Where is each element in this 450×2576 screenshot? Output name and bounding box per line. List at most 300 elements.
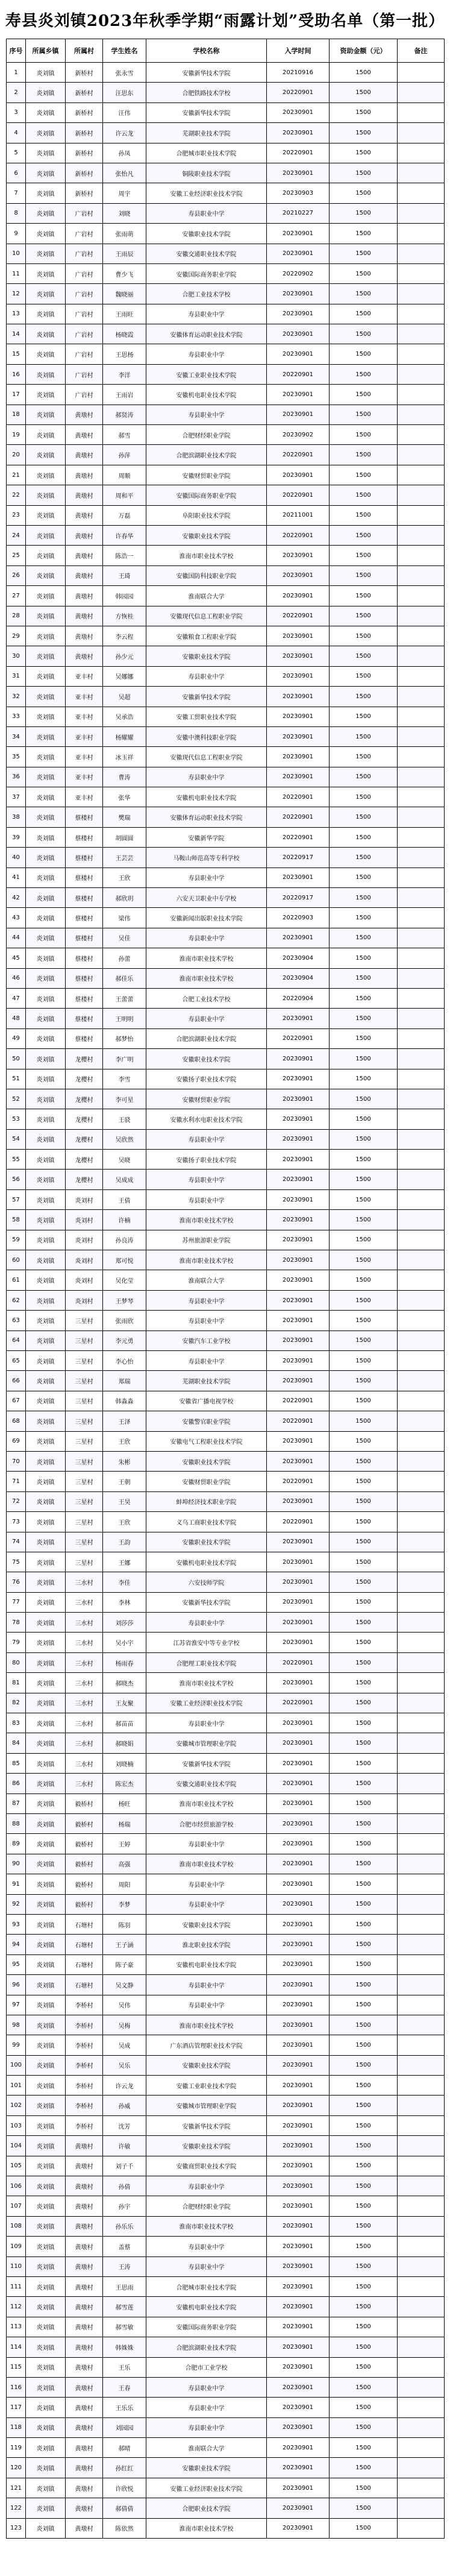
student-name-cell: 张永雪 (103, 63, 146, 83)
school-name-cell: 寿县职业中学 (146, 2417, 267, 2437)
school-name-cell: 安徽职业技术学院 (146, 1451, 267, 1471)
student-name-cell: 吴娜娜 (103, 666, 146, 686)
table-row (7, 666, 445, 686)
enrollment-date-cell: 20230901 (267, 2417, 330, 2437)
school-name-cell: 寿县职业中学 (146, 1834, 267, 1854)
subsidy-amount-cell: 1500 (330, 908, 398, 928)
school-name-cell: 寿县职业中学 (146, 1351, 267, 1371)
village-cell: 三水村 (66, 1613, 103, 1633)
subsidy-amount-cell: 1500 (330, 183, 398, 203)
subsidy-amount-cell: 1500 (330, 505, 398, 525)
remarks-cell (398, 324, 445, 344)
enrollment-date-cell: 20230901 (267, 1331, 330, 1350)
school-name-cell: 寿县职业中学 (146, 2237, 267, 2256)
township-cell: 炎刘镇 (26, 123, 66, 143)
remarks-cell (398, 1733, 445, 1753)
school-name-cell: 寿县职业中学 (146, 1613, 267, 1633)
township-cell: 炎刘镇 (26, 1109, 66, 1129)
township-cell: 炎刘镇 (26, 1129, 66, 1149)
student-name-cell: 王春 (103, 2377, 146, 2397)
school-name-cell: 合肥滨湖职业技术学院 (146, 445, 267, 465)
subsidy-amount-cell: 1500 (330, 1512, 398, 1532)
village-cell: 蔡楼村 (66, 888, 103, 908)
student-name-cell: 孙宇 (103, 2196, 146, 2216)
village-cell: 黄墩村 (66, 2518, 103, 2538)
school-name-cell: 安徽国际商务职业学院 (146, 485, 267, 505)
enrollment-date-cell: 20220901 (267, 1512, 330, 1532)
village-cell: 黄墩村 (66, 2237, 103, 2256)
enrollment-date-cell: 20230901 (267, 1733, 330, 1753)
township-cell: 炎刘镇 (26, 2136, 66, 2156)
township-cell: 炎刘镇 (26, 1150, 66, 1170)
township-cell: 炎刘镇 (26, 2377, 66, 2397)
village-cell: 黄墩村 (66, 565, 103, 585)
school-name-cell: 安徽机电职业技术学院 (146, 1552, 267, 1572)
remarks-cell (398, 2458, 445, 2478)
remarks-cell (398, 2256, 445, 2276)
row-index-cell: 45 (7, 948, 26, 968)
student-name-cell: 王婷 (103, 1834, 146, 1854)
student-name-cell: 梁伟 (103, 908, 146, 928)
remarks-cell (398, 2055, 445, 2075)
row-index-cell: 11 (7, 263, 26, 283)
enrollment-date-cell: 20230901 (267, 1954, 330, 1974)
village-cell: 黄墩村 (66, 2317, 103, 2337)
row-index-cell: 91 (7, 1874, 26, 1894)
table-row (7, 102, 445, 122)
student-name-cell: 郝雪 (103, 425, 146, 445)
subsidy-amount-cell: 1500 (330, 163, 398, 183)
student-name-cell: 郝晴 (103, 2438, 146, 2458)
subsidy-amount-cell: 1500 (330, 224, 398, 244)
township-cell: 炎刘镇 (26, 546, 66, 565)
village-cell: 蔡楼村 (66, 827, 103, 847)
village-cell: 蔡楼村 (66, 968, 103, 988)
student-name-cell: 王乐 (103, 2357, 146, 2377)
student-name-cell: 郝雪莲 (103, 2297, 146, 2317)
table-row (7, 203, 445, 223)
subsidy-amount-cell: 1500 (330, 1371, 398, 1391)
row-index-cell: 49 (7, 1028, 26, 1048)
enrollment-date-cell: 20230901 (267, 1532, 330, 1552)
village-cell: 毅桥村 (66, 1894, 103, 1914)
enrollment-date-cell: 20220901 (267, 445, 330, 465)
school-name-cell: 芜湖职业技术学院 (146, 1371, 267, 1391)
village-cell: 黄墩村 (66, 2377, 103, 2397)
township-cell: 炎刘镇 (26, 827, 66, 847)
row-index-cell: 117 (7, 2398, 26, 2417)
school-name-cell: 安徽商贸职业技术学院 (146, 2156, 267, 2176)
row-index-cell: 119 (7, 2438, 26, 2458)
table-row (7, 1491, 445, 1511)
row-index-cell: 111 (7, 2276, 26, 2296)
table-row (7, 2176, 445, 2196)
school-name-cell: 淮南市职业技术学校 (146, 1250, 267, 1270)
village-cell: 黄墩村 (66, 2256, 103, 2276)
remarks-cell (398, 1028, 445, 1048)
student-name-cell: 吴欣然 (103, 1129, 146, 1149)
table-row (7, 1652, 445, 1672)
table-row (7, 1351, 445, 1371)
subsidy-amount-cell: 1500 (330, 83, 398, 102)
village-cell: 三星村 (66, 1311, 103, 1331)
village-cell: 蔡楼村 (66, 807, 103, 827)
enrollment-date-cell: 20230901 (267, 565, 330, 585)
remarks-cell (398, 1049, 445, 1069)
table-row (7, 1109, 445, 1129)
table-row (7, 787, 445, 807)
table-row (7, 2297, 445, 2317)
row-index-cell: 79 (7, 1633, 26, 1652)
village-cell: 黄墩村 (66, 2478, 103, 2498)
village-cell: 黄墩村 (66, 445, 103, 465)
student-name-cell: 孙少元 (103, 646, 146, 666)
enrollment-date-cell: 20230901 (267, 2498, 330, 2518)
student-name-cell: 孙萍 (103, 445, 146, 465)
student-name-cell: 汪思东 (103, 83, 146, 102)
enrollment-date-cell: 20230901 (267, 2176, 330, 2196)
subsidy-amount-cell: 1500 (330, 1613, 398, 1633)
village-cell: 广岩村 (66, 284, 103, 304)
enrollment-date-cell: 20230901 (267, 687, 330, 707)
village-cell: 炎刘村 (66, 1250, 103, 1270)
student-name-cell: 张怡凡 (103, 163, 146, 183)
school-name-cell: 寿县职业中学 (146, 1975, 267, 1995)
row-index-cell: 39 (7, 827, 26, 847)
row-index-cell: 30 (7, 646, 26, 666)
row-index-cell: 21 (7, 465, 26, 485)
subsidy-amount-cell: 1500 (330, 928, 398, 948)
township-cell: 炎刘镇 (26, 1391, 66, 1411)
table-row (7, 1270, 445, 1290)
remarks-cell (398, 102, 445, 122)
table-row (7, 2337, 445, 2357)
village-cell: 黄墩村 (66, 525, 103, 545)
subsidy-amount-cell: 1500 (330, 1290, 398, 1310)
village-cell: 李桥村 (66, 2076, 103, 2096)
table-row (7, 1431, 445, 1451)
village-cell: 亚丰村 (66, 666, 103, 686)
row-index-cell: 4 (7, 123, 26, 143)
remarks-cell (398, 888, 445, 908)
township-cell: 炎刘镇 (26, 586, 66, 606)
table-row (7, 2518, 445, 2538)
subsidy-amount-cell: 1500 (330, 2276, 398, 2296)
school-name-cell: 安徽职业技术学院 (146, 224, 267, 244)
township-cell: 炎刘镇 (26, 364, 66, 384)
enrollment-date-cell: 20230902 (267, 425, 330, 445)
row-index-cell: 103 (7, 2115, 26, 2135)
township-cell: 炎刘镇 (26, 1270, 66, 1290)
township-cell: 炎刘镇 (26, 1069, 66, 1089)
village-cell: 三水村 (66, 1633, 103, 1652)
table-row (7, 707, 445, 726)
student-name-cell: 王思雨 (103, 2276, 146, 2296)
township-cell: 炎刘镇 (26, 1049, 66, 1069)
township-cell: 炎刘镇 (26, 2115, 66, 2135)
school-name-cell: 合肥市工业学校 (146, 2357, 267, 2377)
village-cell: 三水村 (66, 1733, 103, 1753)
township-cell: 炎刘镇 (26, 2276, 66, 2296)
student-name-cell: 李梦 (103, 1894, 146, 1914)
school-name-cell: 安徽国防科技职业学院 (146, 565, 267, 585)
township-cell: 炎刘镇 (26, 2015, 66, 2035)
student-name-cell: 许敏 (103, 2136, 146, 2156)
row-index-cell: 56 (7, 1170, 26, 1189)
remarks-cell (398, 2317, 445, 2337)
village-cell: 黄墩村 (66, 2498, 103, 2518)
table-row (7, 606, 445, 626)
row-index-cell: 46 (7, 968, 26, 988)
table-row (7, 304, 445, 324)
row-index-cell: 33 (7, 707, 26, 726)
student-name-cell: 李云程 (103, 626, 146, 646)
remarks-cell (398, 1914, 445, 1934)
table-row (7, 425, 445, 445)
table-row (7, 224, 445, 244)
table-row (7, 1673, 445, 1693)
village-cell: 蔡楼村 (66, 848, 103, 868)
student-name-cell: 韩淼淼 (103, 1391, 146, 1411)
village-cell: 三星村 (66, 1532, 103, 1552)
remarks-cell (398, 1673, 445, 1693)
row-index-cell: 101 (7, 2076, 26, 2096)
school-name-cell: 淮南市职业技术学校 (146, 968, 267, 988)
student-name-cell: 王涛 (103, 2256, 146, 2276)
village-cell: 黄墩村 (66, 2136, 103, 2156)
school-name-cell: 安徽警官职业学院 (146, 1411, 267, 1431)
enrollment-date-cell: 20230901 (267, 2398, 330, 2417)
subsidy-amount-cell: 1500 (330, 767, 398, 787)
student-name-cell: 陈羽 (103, 1914, 146, 1934)
enrollment-date-cell: 20230901 (267, 1150, 330, 1170)
township-cell: 炎刘镇 (26, 284, 66, 304)
village-cell: 黄墩村 (66, 2297, 103, 2317)
subsidy-amount-cell: 1500 (330, 425, 398, 445)
township-cell: 炎刘镇 (26, 445, 66, 465)
student-name-cell: 樊瑞 (103, 807, 146, 827)
enrollment-date-cell: 20230901 (267, 1914, 330, 1934)
school-name-cell: 淮南市职业技术学校 (146, 1210, 267, 1230)
township-cell: 炎刘镇 (26, 183, 66, 203)
remarks-cell (398, 2076, 445, 2096)
village-cell: 龙樱村 (66, 1089, 103, 1109)
remarks-cell (398, 1331, 445, 1350)
remarks-cell (398, 687, 445, 707)
enrollment-date-cell: 20230901 (267, 868, 330, 887)
enrollment-date-cell: 20230901 (267, 102, 330, 122)
subsidy-amount-cell: 1500 (330, 948, 398, 968)
student-name-cell: 吴晓 (103, 1150, 146, 1170)
enrollment-date-cell: 20230901 (267, 747, 330, 767)
remarks-cell (398, 1371, 445, 1391)
student-name-cell: 陈宏杰 (103, 1774, 146, 1793)
remarks-cell (398, 1150, 445, 1170)
row-index-cell: 94 (7, 1935, 26, 1954)
township-cell: 炎刘镇 (26, 1331, 66, 1350)
student-name-cell: 李雪 (103, 1069, 146, 1089)
subsidy-amount-cell: 1500 (330, 586, 398, 606)
school-name-cell: 淮北职业技术学院 (146, 1935, 267, 1954)
subsidy-amount-cell: 1500 (330, 244, 398, 263)
village-cell: 黄墩村 (66, 2196, 103, 2216)
row-index-cell: 41 (7, 868, 26, 887)
table-row (7, 2377, 445, 2397)
school-name-cell: 寿县职业中学 (146, 1874, 267, 1894)
township-cell: 炎刘镇 (26, 1451, 66, 1471)
remarks-cell (398, 1189, 445, 1209)
village-cell: 亚丰村 (66, 687, 103, 707)
village-cell: 黄墩村 (66, 425, 103, 445)
student-name-cell: 王韵 (103, 1532, 146, 1552)
school-name-cell: 安徽国际商务职业学院 (146, 263, 267, 283)
subsidy-amount-cell: 1500 (330, 1009, 398, 1028)
township-cell: 炎刘镇 (26, 848, 66, 868)
remarks-cell (398, 586, 445, 606)
table-row (7, 1774, 445, 1793)
row-index-cell: 81 (7, 1673, 26, 1693)
student-name-cell: 孙蕾 (103, 948, 146, 968)
student-name-cell: 郝欣玥 (103, 888, 146, 908)
remarks-cell (398, 1935, 445, 1954)
village-cell: 蔡楼村 (66, 988, 103, 1008)
table-row (7, 2237, 445, 2256)
enrollment-date-cell: 20230901 (267, 1210, 330, 1230)
enrollment-date-cell: 20230901 (267, 2438, 330, 2458)
enrollment-date-cell: 20230903 (267, 183, 330, 203)
student-name-cell: 李元勇 (103, 1331, 146, 1350)
remarks-cell (398, 848, 445, 868)
table-row (7, 1129, 445, 1149)
village-cell: 三星村 (66, 1371, 103, 1391)
remarks-cell (398, 405, 445, 424)
table-row (7, 385, 445, 405)
township-cell: 炎刘镇 (26, 2478, 66, 2498)
village-cell: 广岩村 (66, 364, 103, 384)
school-name-cell: 寿县职业中学 (146, 868, 267, 887)
table-row (7, 687, 445, 707)
remarks-cell (398, 726, 445, 746)
subsidy-amount-cell: 1500 (330, 1774, 398, 1793)
student-name-cell: 孙威 (103, 2096, 146, 2115)
enrollment-date-cell: 20230901 (267, 1633, 330, 1652)
table-row (7, 807, 445, 827)
village-cell: 石塘村 (66, 1975, 103, 1995)
township-cell: 炎刘镇 (26, 2256, 66, 2276)
subsidy-amount-cell: 1500 (330, 546, 398, 565)
subsidy-amount-cell: 1500 (330, 1894, 398, 1914)
school-name-cell: 安徽汽车工业学校 (146, 1331, 267, 1350)
subsidy-amount-cell: 1500 (330, 1170, 398, 1189)
remarks-cell (398, 344, 445, 364)
subsidy-amount-cell: 1500 (330, 2398, 398, 2417)
remarks-cell (398, 63, 445, 83)
student-name-cell: 郝晓杰 (103, 1673, 146, 1693)
school-name-cell: 安徽现代信息工程职业学院 (146, 606, 267, 626)
village-cell: 蔡楼村 (66, 908, 103, 928)
subsidy-amount-cell: 1500 (330, 1834, 398, 1854)
table-row (7, 1693, 445, 1713)
township-cell: 炎刘镇 (26, 968, 66, 988)
enrollment-date-cell: 20230901 (267, 465, 330, 485)
school-name-cell: 安徽职业技术学院 (146, 1049, 267, 1069)
enrollment-date-cell: 20230901 (267, 1491, 330, 1511)
village-cell: 黄墩村 (66, 485, 103, 505)
enrollment-date-cell: 20230901 (267, 123, 330, 143)
school-name-cell: 淮南市职业技术学校 (146, 1793, 267, 1813)
row-index-cell: 121 (7, 2478, 26, 2498)
student-name-cell: 吴超 (103, 687, 146, 707)
enrollment-date-cell: 20230901 (267, 1613, 330, 1633)
table-row (7, 2035, 445, 2055)
student-name-cell: 王芸芸 (103, 848, 146, 868)
enrollment-date-cell: 20230901 (267, 1813, 330, 1833)
row-index-cell: 116 (7, 2377, 26, 2397)
remarks-cell (398, 707, 445, 726)
remarks-cell (398, 2398, 445, 2417)
remarks-cell (398, 2196, 445, 2216)
subsidy-amount-cell: 1500 (330, 1351, 398, 1371)
village-cell: 蔡楼村 (66, 1009, 103, 1028)
subsidy-amount-cell: 1500 (330, 1673, 398, 1693)
school-name-cell: 安徽工业职业技术学院 (146, 364, 267, 384)
school-name-cell: 阜阳职业技术学院 (146, 505, 267, 525)
enrollment-date-cell: 20220901 (267, 1391, 330, 1411)
student-name-cell: 韩园园 (103, 586, 146, 606)
enrollment-date-cell: 20230901 (267, 224, 330, 244)
row-index-cell: 24 (7, 525, 26, 545)
row-index-cell: 27 (7, 586, 26, 606)
row-index-cell: 52 (7, 1089, 26, 1109)
township-cell: 炎刘镇 (26, 203, 66, 223)
row-index-cell: 8 (7, 203, 26, 223)
village-cell: 李桥村 (66, 2035, 103, 2055)
row-index-cell: 112 (7, 2297, 26, 2317)
school-name-cell: 安徽交通职业技术学院 (146, 244, 267, 263)
village-cell: 三星村 (66, 1512, 103, 1532)
school-name-cell: 六安天卫职业中专学校 (146, 888, 267, 908)
remarks-cell (398, 485, 445, 505)
subsidy-amount-cell: 1500 (330, 2055, 398, 2075)
student-name-cell: 王琦 (103, 565, 146, 585)
village-cell: 黄墩村 (66, 405, 103, 424)
school-name-cell: 安徽工贸职业技术学院 (146, 707, 267, 726)
school-name-cell: 安徽职业技术学院 (146, 1914, 267, 1934)
village-cell: 炎刘村 (66, 1290, 103, 1310)
enrollment-date-cell: 20230901 (267, 1431, 330, 1451)
village-cell: 三星村 (66, 1411, 103, 1431)
row-index-cell: 86 (7, 1774, 26, 1793)
village-cell: 李桥村 (66, 1995, 103, 2015)
table-row (7, 1451, 445, 1471)
township-cell: 炎刘镇 (26, 1652, 66, 1672)
school-name-cell: 合肥理工职业技术学院 (146, 1652, 267, 1672)
village-cell: 三水村 (66, 1774, 103, 1793)
village-cell: 三星村 (66, 1431, 103, 1451)
township-cell: 炎刘镇 (26, 405, 66, 424)
student-name-cell: 吴文静 (103, 1975, 146, 1995)
table-row (7, 1331, 445, 1350)
table-row (7, 546, 445, 565)
table-row (7, 405, 445, 424)
school-name-cell: 寿县职业中学 (146, 203, 267, 223)
school-name-cell: 蚌埠经济技术职业学院 (146, 1491, 267, 1511)
remarks-cell (398, 263, 445, 283)
table-row (7, 1954, 445, 1974)
village-cell: 亚丰村 (66, 726, 103, 746)
township-cell: 炎刘镇 (26, 2096, 66, 2115)
table-row (7, 2216, 445, 2236)
